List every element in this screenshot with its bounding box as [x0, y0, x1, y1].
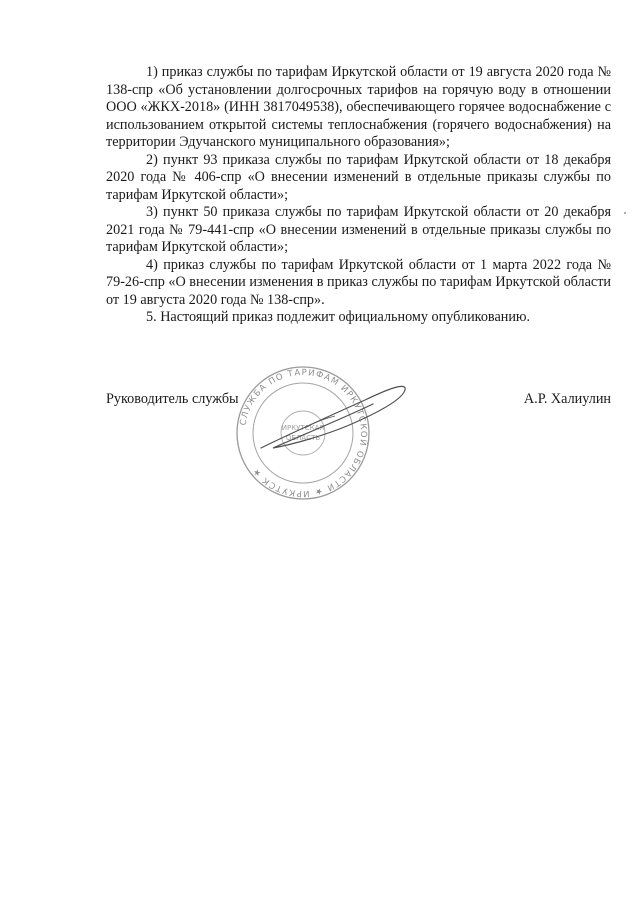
signatory-name: А.Р. Халиулин: [523, 391, 611, 407]
handwritten-signature: [255, 378, 415, 453]
paragraph-item-1: 1) приказ службы по тарифам Иркутской области от 19 августа 2020 года № 138-спр «Об установлении долгосрочных тарифов на горячую воду в отношении ООО «ЖКХ-2018» (ИНН 3817049538), обеспечивающего горячее водоснабжение с использованием открытой системы теплоснабжения (горячего водоснабжения) на территории Эдучанского муниципального образования»;: [106, 64, 611, 150]
svg-text:СЛУЖБА ПО ТАРИФАМ ИРКУТСКОЙ ОБ: СЛУЖБА ПО ТАРИФАМ ИРКУТСКОЙ ОБЛАСТИ ★ ИРКУТСК ★: [238, 367, 369, 499]
paragraph-item-5: 5. Настоящий приказ подлежит официальному опубликованию.: [146, 309, 531, 325]
signatory-position: Руководитель службы: [106, 391, 239, 407]
paragraph-item-3: 3) пункт 50 приказа службы по тарифам Иркутской области от 20 декабря 2021 года № 79-441-спр «О внесении изменений в отдельные приказы службы по тарифам Иркутской области»;: [106, 204, 611, 255]
paragraph-item-4: 4) приказ службы по тарифам Иркутской области от 1 марта 2022 года № 79-26-спр «О внесении изменения в приказ службы по тарифам Иркутской области от 19 августа 2020 года № 138-спр».: [106, 256, 611, 308]
document-body: [106, 64, 611, 327]
paragraph-item-2: 2) пункт 93 приказа службы по тарифам Иркутской области от 18 декабря 2020 года № 406-спр «О внесении изменений в отдельные приказы службы по тарифам Иркутской области»;: [106, 151, 611, 203]
svg-text:ОБЛАСТЬ: ОБЛАСТЬ: [285, 434, 321, 442]
svg-text:ИРКУТСКАЯ: ИРКУТСКАЯ: [281, 424, 325, 432]
margin-dot: [624, 212, 626, 214]
signature-block: [106, 391, 611, 411]
